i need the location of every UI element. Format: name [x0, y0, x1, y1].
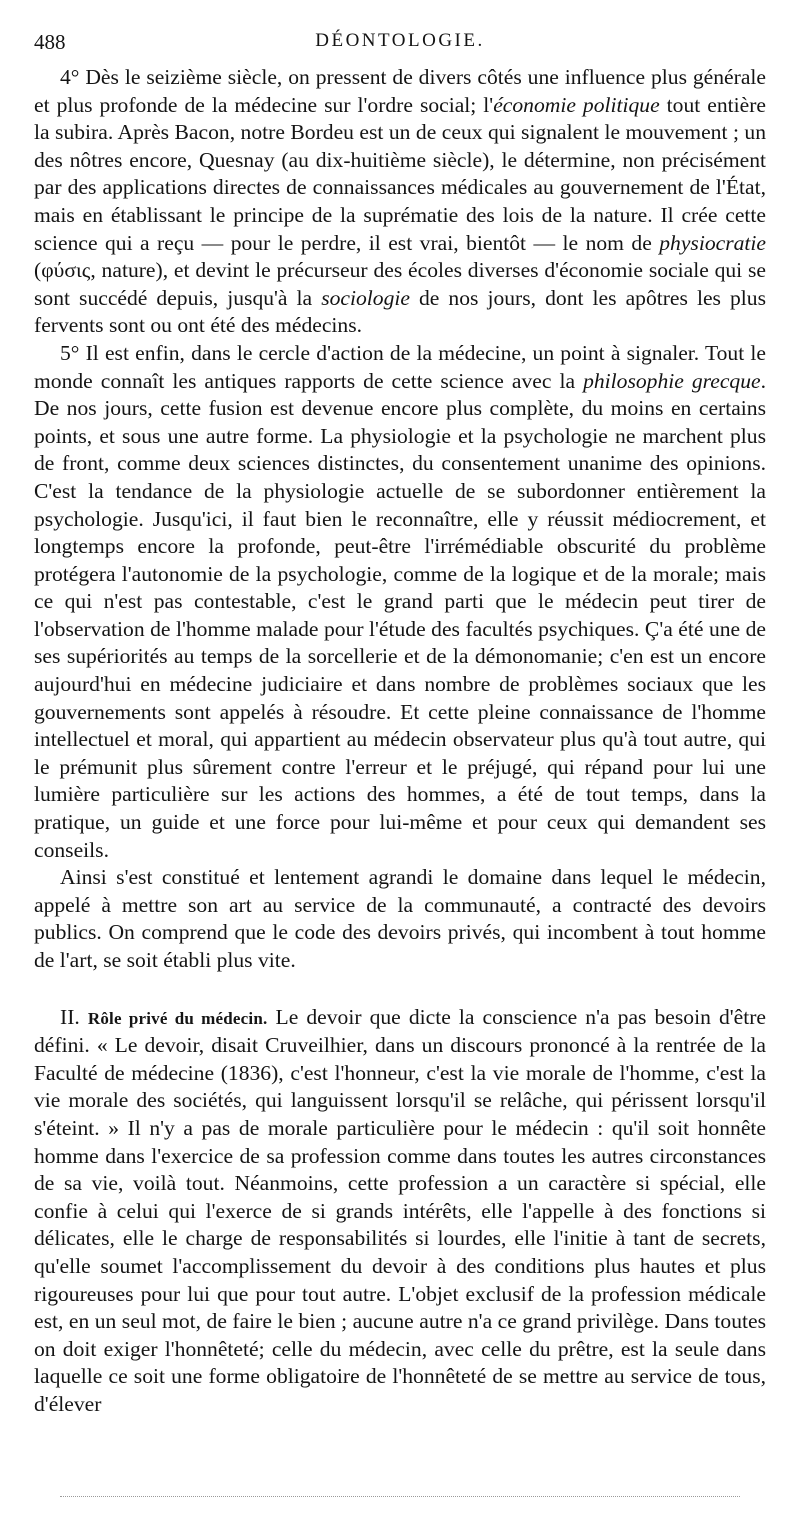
paragraph — [34, 864, 766, 974]
italic-term: économie politique — [493, 92, 660, 117]
paragraph — [34, 340, 766, 864]
text-run: Ainsi s'est constitué et lentement agrandi le domaine dans lequel le médecin, appelé à mettre son art au service de la communauté, a contracté des devoirs publics. On comprend que le code des devoirs privés, qui incombent à tout homme de l'art, se soit établi plus vite. — [34, 865, 766, 972]
page-header — [34, 30, 766, 56]
text-run: Le devoir que dicte la conscience n'a pas besoin d'être défini. « Le devoir, disait Cruveilhier, dans un discours prononcé à la rentrée de la Faculté de médecine (1836), c'est l'honneur, c'est la vie morale de l'homme, c'est la vie morale des sociétés, qui languissent lorsqu'il se relâche, qui périssent lorsqu'il s'éteint. » Il n'y a pas de morale particulière pour le médecin : qu'il soit honnête homme dans l'exercice de sa profession comme dans toutes les autres circonstances de sa vie, voilà tout. Néanmoins, cette profession a un caractère si spécial, elle confie à celui qui l'exerce de si grands intérêts, elle l'appelle à des fonctions si délicates, elle le charge de responsabilités si lourdes, elle l'initie à tant de secrets, qu'elle soumet l'accomplissement du devoir à des conditions plus hautes et plus rigoureuses pour lui que pour tout autre. L'objet exclusif de la profession médicale est, en un seul mot, de faire le bien ; aucune autre n'a ce grand privilège. Dans toutes on doit exiger l'honnêteté; celle du médecin, avec celle du prêtre, est la seule dans laquelle ce soit une forme obligatoire de l'honnêteté de se mettre au service de tous, d'élever — [34, 1004, 766, 1416]
italic-term: philosophie grecque — [583, 368, 761, 393]
text-run: (φύσις, nature), et devint le précurseur des écoles diverses d'économie sociale qui se sont succédé depuis, jusqu'à la — [34, 258, 766, 310]
paragraph — [34, 64, 766, 340]
italic-term: physiocratie — [659, 230, 766, 255]
page-number: 488 — [34, 30, 66, 54]
section-heading: Rôle privé du médecin. — [87, 1008, 268, 1028]
text-run: 4° Dès le seizième siècle, on pressent de divers côtés une influence plus générale et plus profonde de la médecine sur l'ordre social; l' — [34, 65, 766, 117]
text-run: . De nos jours, cette fusion est devenue encore plus complète, du moins en certains points, et sous une autre forme. La physiologie et la psychologie ne marchent plus de front, comme deux sciences distinctes, du consentement unanime des opinions. C'est la tendance de la physiologie actuelle de se subordonner entièrement la psychologie. Jusqu'ici, il faut bien le reconnaître, elle y réussit médiocrement, et longtemps encore la profonde, peut-être l'irrémédiable obscurité du problème protégera l'autonomie de la psychologie, comme de la logique et de la morale; mais ce qui n'est pas contestable, c'est le grand parti que le médecin peut tirer de l'observation de l'homme malade pour l'étude des facultés psychiques. Ç'a été une de ses supériorités au temps de la sorcellerie et de la démonomanie; c'en est un encore aujourd'hui en médecine judiciaire et dans nombre de problèmes sociaux que les gouvernements sont appelés à résoudre. Et cette pleine connaissance de l'homme intellectuel et moral, qui appartient au médecin observateur plus qu'à tout autre, qui le prémunit plus sûrement contre l'erreur et le préjugé, qui répand pour lui une lumière particulière sur les actions des hommes, a été de tout temps, dans la pratique, un guide et une force pour lui-même et pour ceux qui demandent ses conseils. — [34, 368, 767, 862]
running-title: DÉONTOLOGIE. — [315, 30, 485, 51]
italic-term: sociologie — [321, 285, 410, 310]
text-run: 5° Il est enfin, dans le cercle d'action de la médecine, un point à signaler. Tout le monde connaît les antiques rapports de cette science avec la — [34, 340, 766, 393]
section-paragraph — [34, 1004, 766, 1419]
footer-rule — [60, 1496, 740, 1497]
page-body — [34, 64, 766, 1419]
text-run: de nos jours, dont les apôtres les plus fervents sont ou ont été des médecins. — [34, 285, 766, 338]
text-run: tout entière la subira. Après Bacon, notre Bordeu est un de ceux qui signalent le mouvement ; un des nôtres encore, Quesnay (au dix-huitième siècle), le détermine, non précisément par des applications directes de connaissances médicales au gouvernement de l'État, mais en établissant le principe de la suprématie des lois de la nature. Il crée cette science qui a reçu — pour le perdre, il est vrai, bientôt — le nom de — [34, 92, 766, 255]
text-run: II. — [60, 1004, 88, 1029]
